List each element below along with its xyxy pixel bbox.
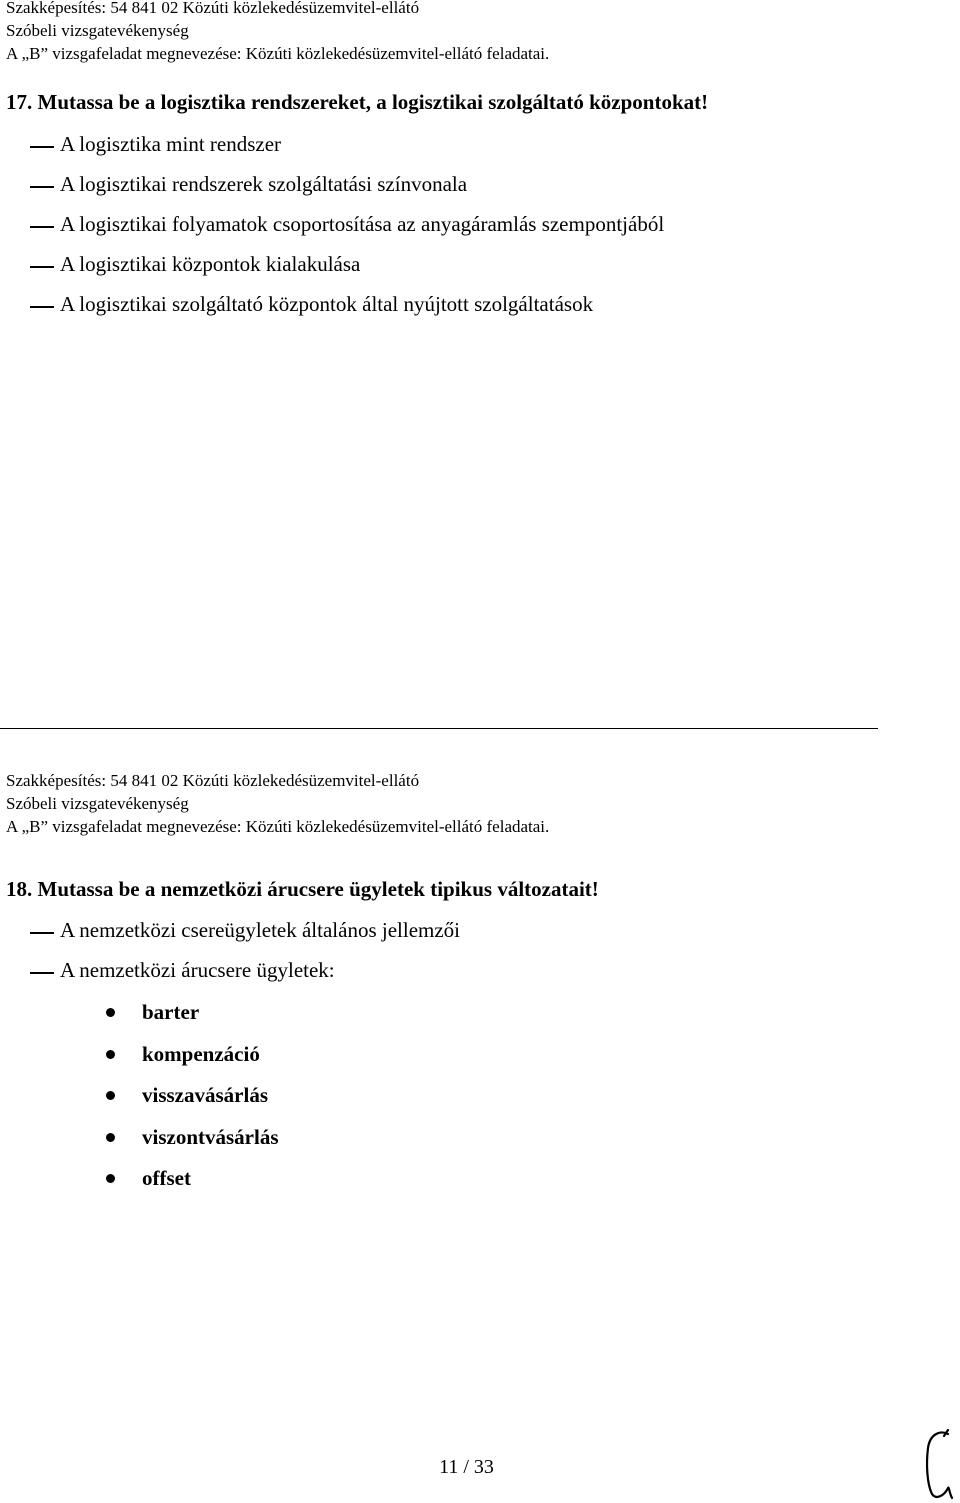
qualification-line: Szakképesítés: 54 841 02 Közúti közlekedésüzemvitel-ellátó bbox=[6, 0, 420, 17]
exam-type-line: Szóbeli vizsgatevékenység bbox=[6, 794, 189, 813]
question-17-title: 17. Mutassa be a logisztika rendszereket, a logisztikai szolgáltató központokat! bbox=[6, 90, 709, 114]
page-header bbox=[6, 769, 549, 838]
dash-marker bbox=[30, 972, 54, 974]
bullet-icon bbox=[106, 1091, 115, 1100]
dash-marker bbox=[30, 266, 54, 268]
bullet-icon bbox=[106, 1133, 115, 1142]
dash-marker bbox=[30, 306, 54, 308]
page-header bbox=[6, 0, 549, 65]
signature-icon bbox=[918, 1426, 958, 1501]
bullet-icon bbox=[106, 1008, 115, 1017]
page-number: 11 / 33 bbox=[439, 1456, 494, 1478]
dash-marker bbox=[30, 146, 54, 148]
task-name-line: A „B” vizsgafeladat megnevezése: Közúti közlekedésüzemvitel-ellátó feladatai. bbox=[6, 44, 550, 63]
bullet-icon bbox=[106, 1174, 115, 1183]
dash-marker bbox=[30, 186, 54, 188]
dash-marker bbox=[30, 226, 54, 228]
bullet-icon bbox=[106, 1050, 115, 1059]
question-18-title: 18. Mutassa be a nemzetközi árucsere ügyletek tipikus változatait! bbox=[6, 877, 599, 901]
task-name-line: A „B” vizsgafeladat megnevezése: Közúti közlekedésüzemvitel-ellátó feladatai. bbox=[6, 817, 550, 836]
dash-marker bbox=[30, 932, 54, 934]
exam-type-line: Szóbeli vizsgatevékenység bbox=[6, 21, 189, 40]
qualification-line: Szakképesítés: 54 841 02 Közúti közlekedésüzemvitel-ellátó bbox=[6, 771, 420, 790]
page-separator bbox=[0, 728, 878, 729]
